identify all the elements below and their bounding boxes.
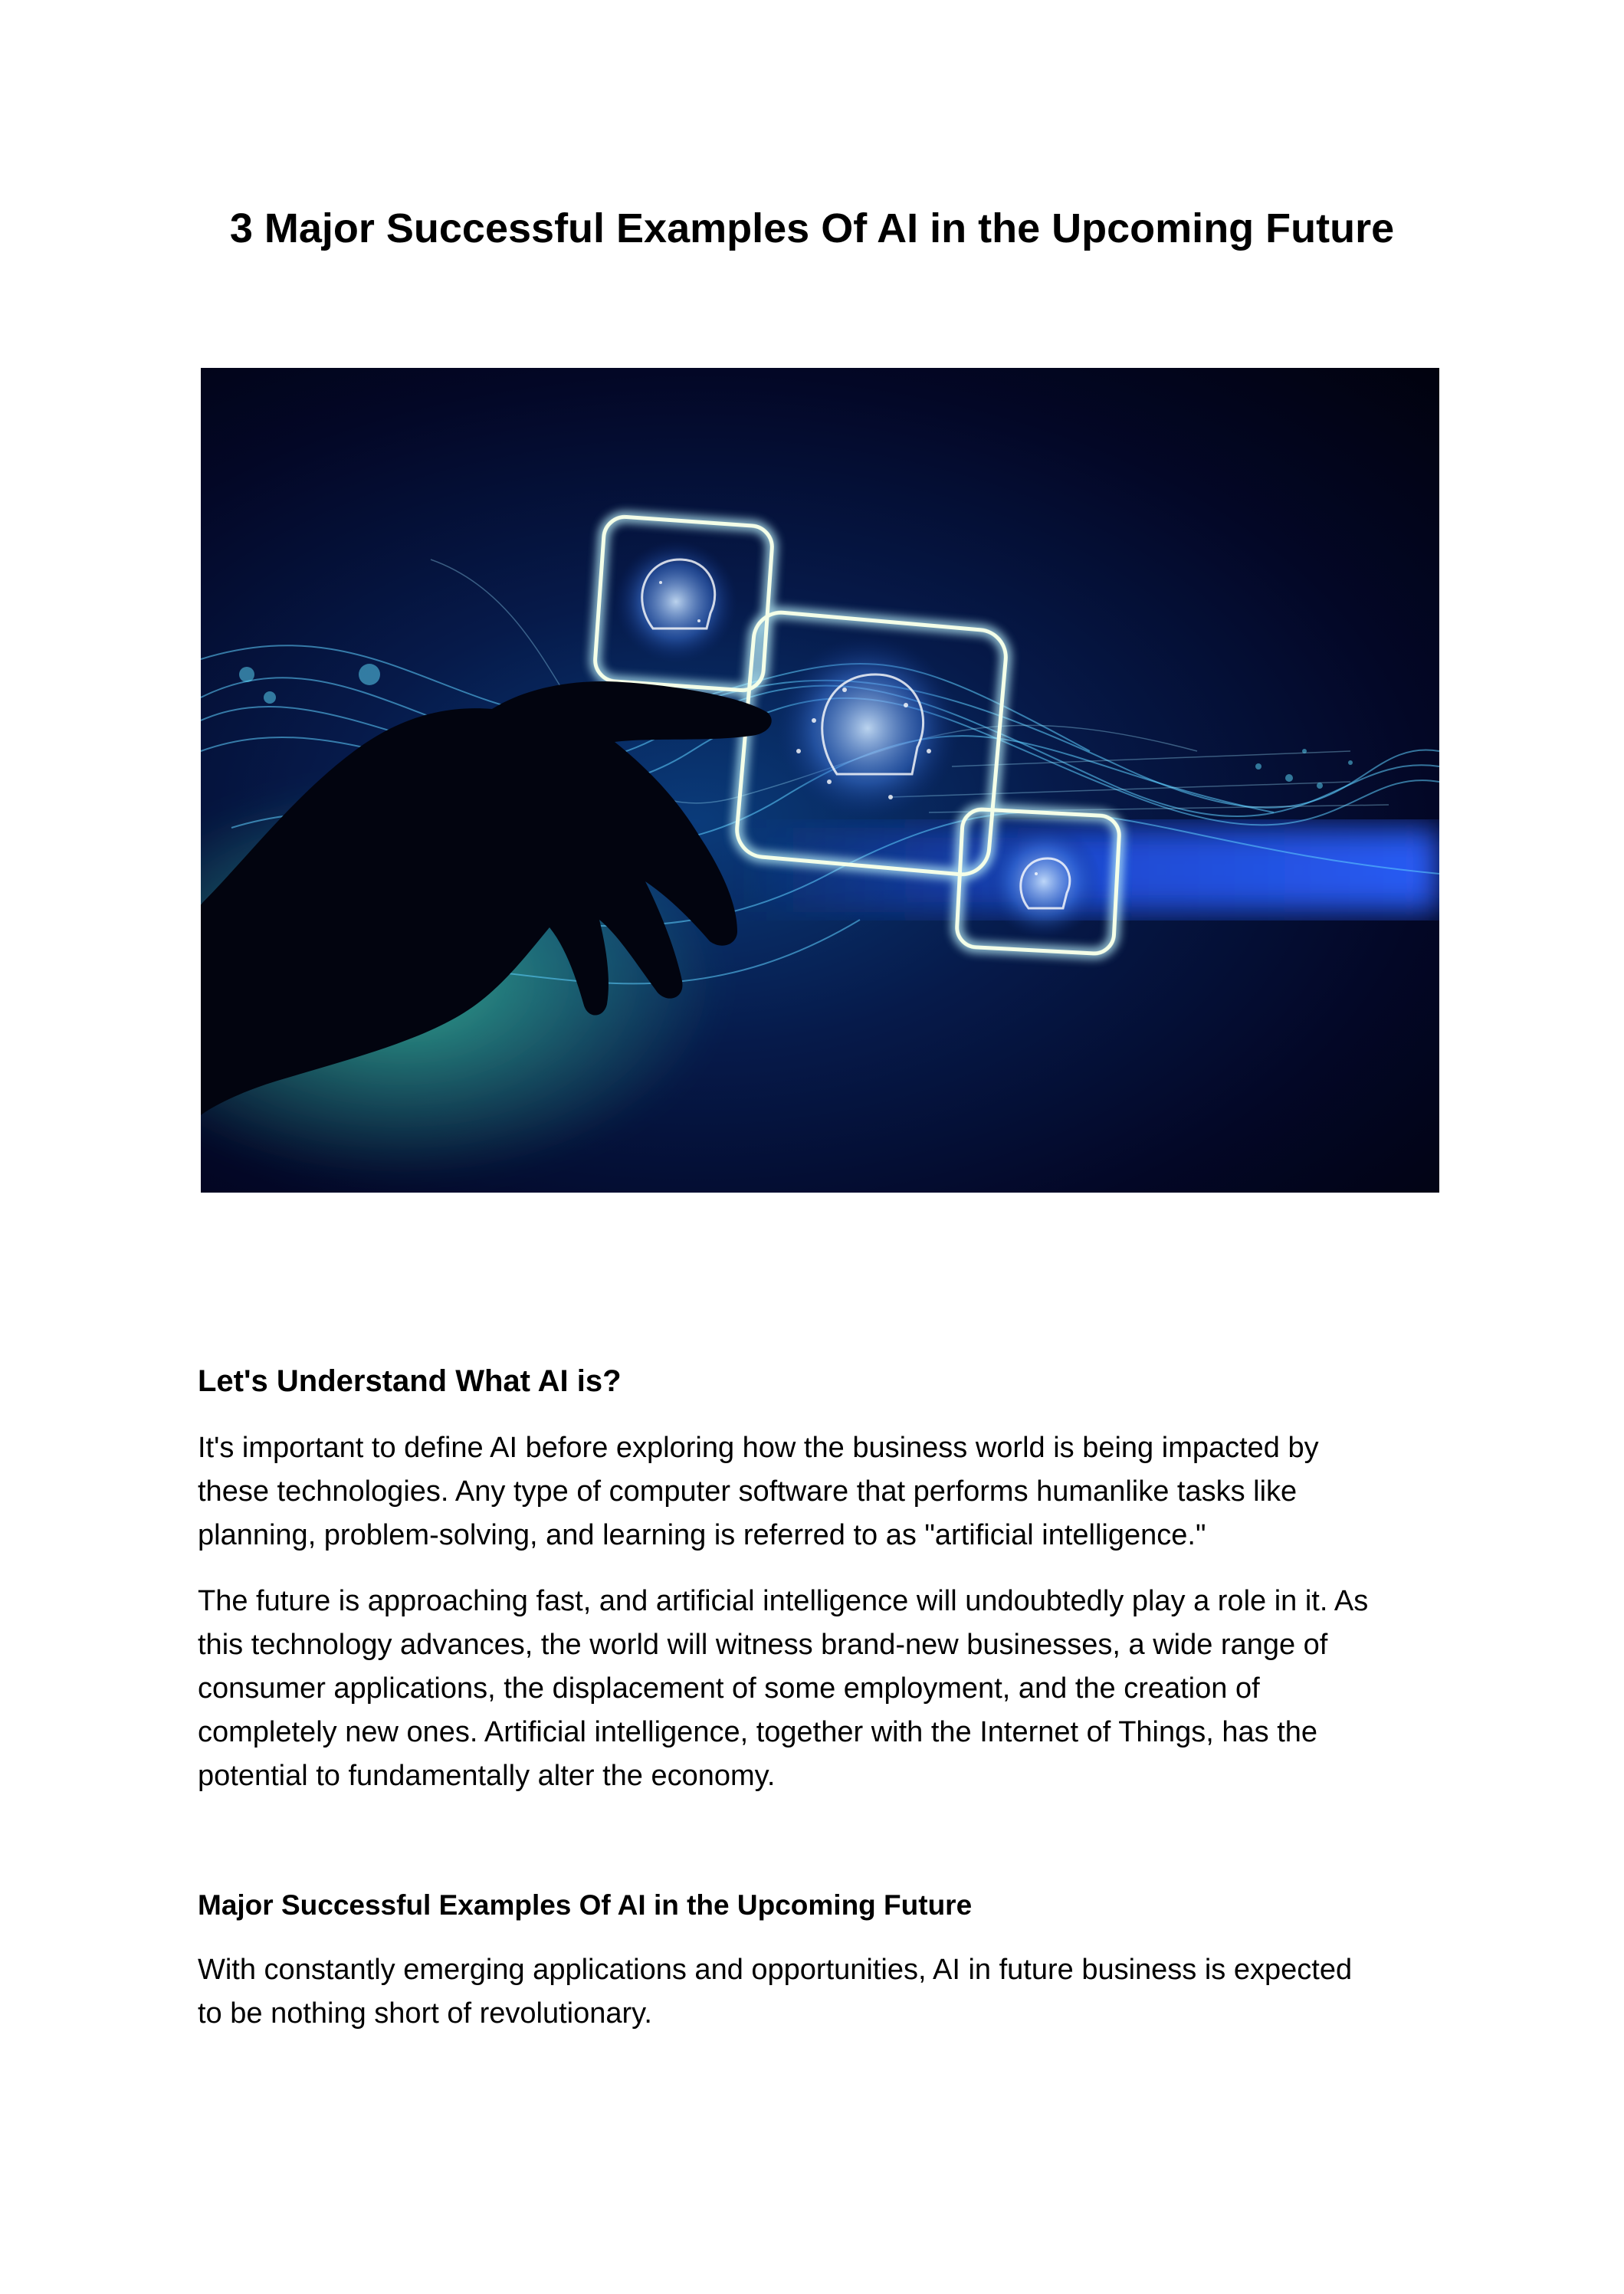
paragraph-line: planning, problem-solving, and learning is referred to as "artificial intelligence." [198,1519,1206,1551]
paragraph-line: this technology advances, the world will witness brand-new businesses, a wide range of [198,1629,1328,1661]
section-heading-what-is-ai: Let's Understand What AI is? [198,1364,622,1398]
paragraph-line: completely new ones. Artificial intelligence, together with the Internet of Things, has the [198,1716,1318,1748]
paragraph-line: With constantly emerging applications and opportunities, AI in future business is expected [198,1954,1353,1986]
paragraph-ai-revolutionary [198,1948,1439,2036]
paragraph-future-of-ai [198,1580,1439,1798]
section-heading-examples: Major Successful Examples Of AI in the Upcoming Future [198,1889,973,1921]
ai-hand-brain-network-icon [201,368,1439,1193]
paragraph-line: The future is approaching fast, and artificial intelligence will undoubtedly play a role in it. As [198,1585,1369,1617]
hero-image [201,368,1439,1193]
paragraph-line: consumer applications, the displacement of some employment, and the creation of [198,1672,1260,1705]
paragraph-line: these technologies. Any type of computer software that performs humanlike tasks like [198,1475,1298,1508]
page-title: 3 Major Successful Examples Of AI in the Upcoming Future [229,205,1395,251]
paragraph-define-ai [198,1426,1439,1557]
paragraph-line: It's important to define AI before exploring how the business world is being impacted by [198,1432,1319,1464]
paragraph-line: to be nothing short of revolutionary. [198,1997,652,2030]
paragraph-line: potential to fundamentally alter the economy. [198,1760,776,1792]
